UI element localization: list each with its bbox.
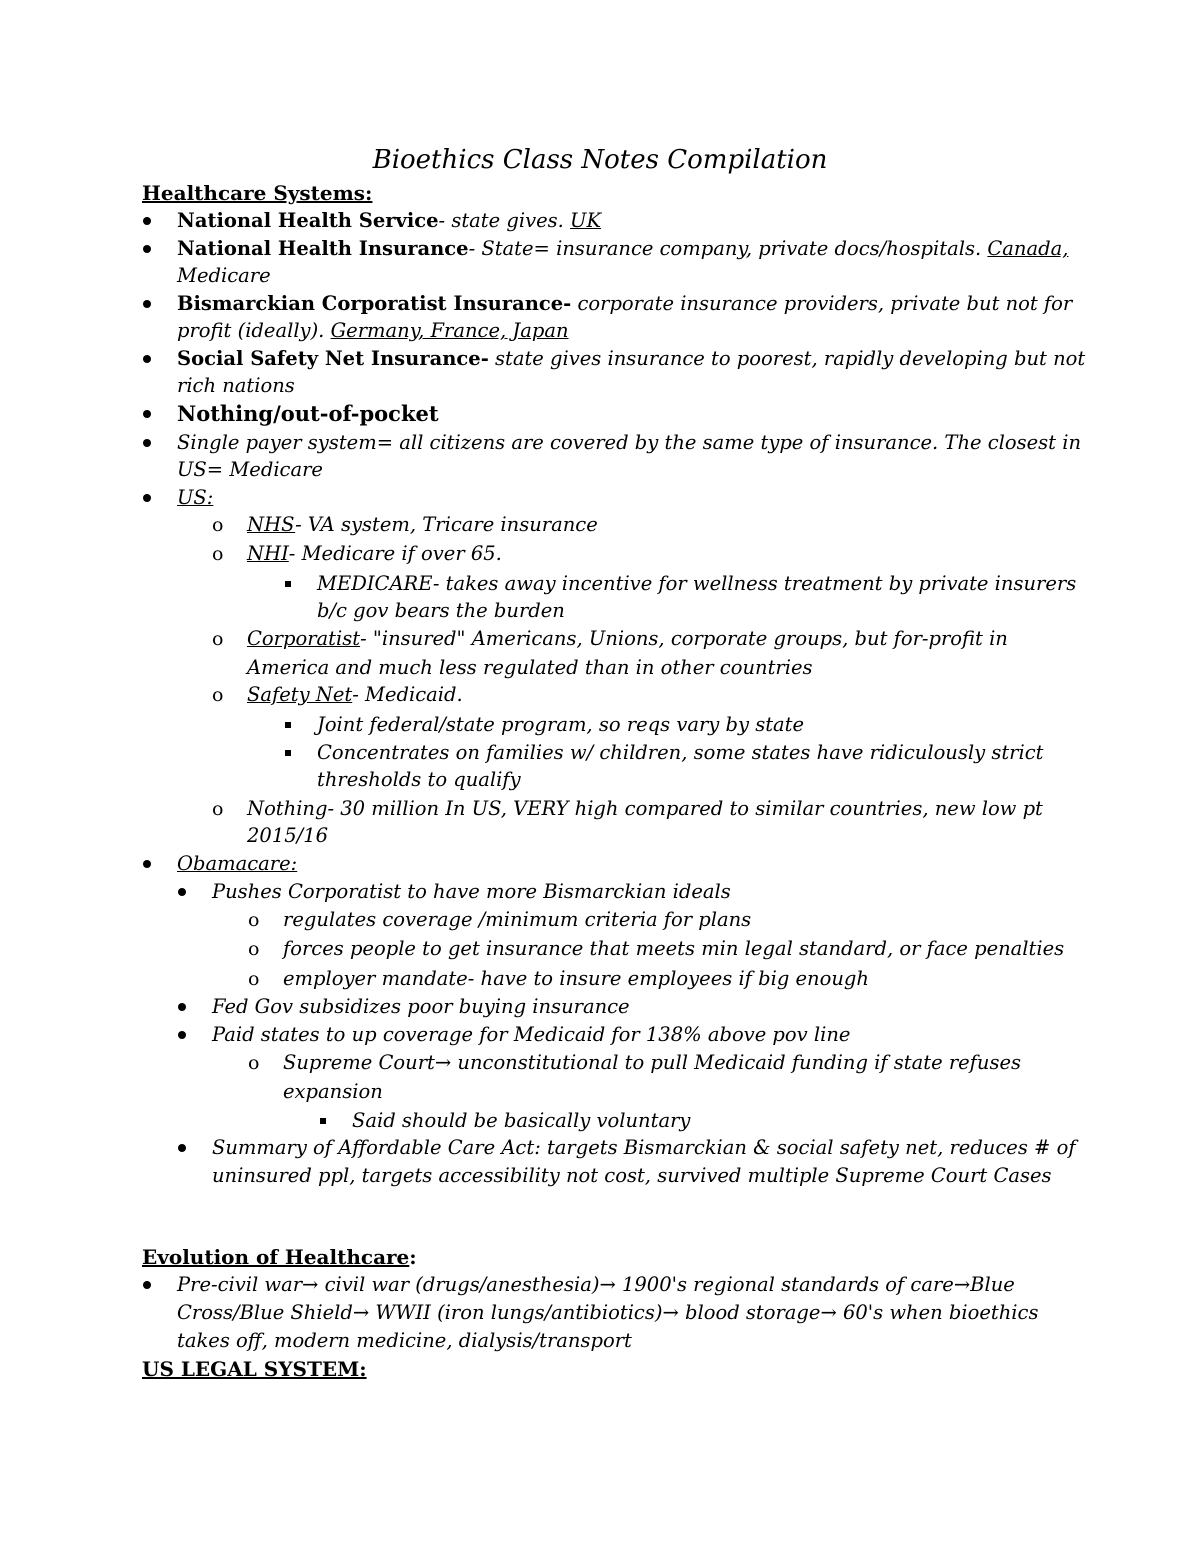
us-nhi-item: NHI- Medicare if over 65. — [247, 542, 502, 565]
bullet-continuation: 2015/16 — [247, 824, 329, 847]
bullet-us: US: — [177, 486, 214, 509]
sub-bullet-marker: o — [212, 514, 224, 536]
bullet-continuation: uninsured ppl, targets accessibility not cost, survived multiple Supreme Court Cases — [212, 1164, 1052, 1187]
bullet-social-safety-net: Social Safety Net Insurance- state gives insurance to poorest, rapidly developing but not — [177, 347, 1086, 370]
medicaid-joint-item: Joint federal/state program, so reqs vary by state — [317, 713, 805, 736]
healthcare-systems-heading: Healthcare Systems: — [142, 181, 373, 205]
bullet-single-payer: Single payer system= all citizens are covered by the same type of insurance. The closest in — [177, 431, 1082, 454]
document-title: Bioethics Class Notes Compilation — [372, 145, 828, 175]
sub-bullet-marker: o — [248, 938, 260, 960]
bullet-continuation: thresholds to qualify — [317, 768, 521, 791]
bullet-nothing: Nothing/out-of-pocket — [177, 401, 439, 426]
supreme-court-item: Supreme Court→ unconstitutional to pull Medicaid funding if state refuses — [283, 1051, 1022, 1074]
bullet-continuation: takes off, modern medicine, dialysis/transport — [177, 1329, 632, 1352]
obamacare-summary-item: Summary of Affordable Care Act: targets Bismarckian & social safety net, reduces # of — [212, 1136, 1076, 1159]
bullet-national-health-insurance: National Health Insurance- State= insurance company, private docs/hospitals. Canada, — [177, 237, 1069, 260]
sub-bullet-marker: o — [212, 798, 224, 820]
obamacare-employer-item: employer mandate- have to insure employees if big enough — [283, 967, 869, 990]
bullet-obamacare: Obamacare: — [177, 852, 298, 875]
us-safety-net-item: Safety Net- Medicaid. — [247, 683, 463, 706]
bullet-continuation: Cross/Blue Shield→ WWII (iron lungs/antibiotics)→ blood storage→ 60's when bioethics — [177, 1301, 1039, 1324]
bullet-national-health-service: National Health Service- state gives. UK — [177, 209, 602, 232]
obamacare-fedgov-item: Fed Gov subsidizes poor buying insurance — [212, 995, 630, 1018]
bullet-continuation: b/c gov bears the burden — [317, 599, 565, 622]
obamacare-forces-item: forces people to get insurance that meets min legal standard, or face penalties — [283, 937, 1065, 960]
us-nhs-item: NHS- VA system, Tricare insurance — [247, 513, 598, 536]
us-nothing-item: Nothing- 30 million In US, VERY high compared to similar countries, new low pt — [247, 797, 1043, 820]
sub-bullet-marker: o — [248, 909, 260, 931]
obamacare-regulates-item: regulates coverage /minimum criteria for plans — [283, 908, 752, 931]
bullet-continuation: America and much less regulated than in other countries — [247, 656, 813, 679]
bullet-continuation: Medicare — [177, 264, 271, 287]
bullet-continuation: profit (ideally). Germany, France, Japan — [177, 319, 569, 342]
sub-bullet-marker: o — [212, 628, 224, 650]
us-corporatist-item: Corporatist- "insured" Americans, Unions, corporate groups, but for-profit in — [247, 627, 1008, 650]
obamacare-pushes-item: Pushes Corporatist to have more Bismarckian ideals — [212, 880, 731, 903]
bullet-continuation: expansion — [283, 1080, 383, 1103]
us-legal-system-heading: US LEGAL SYSTEM: — [142, 1357, 367, 1381]
sub-bullet-marker: o — [212, 684, 224, 706]
voluntary-item: Said should be basically voluntary — [352, 1109, 691, 1132]
evolution-timeline-item: Pre-civil war→ civil war (drugs/anesthesia)→ 1900's regional standards of care→Blue — [177, 1273, 1015, 1296]
medicaid-families-item: Concentrates on families w/ children, some states have ridiculously strict — [317, 741, 1044, 764]
sub-bullet-marker: o — [248, 968, 260, 990]
bullet-continuation: rich nations — [177, 374, 295, 397]
obamacare-paid-states-item: Paid states to up coverage for Medicaid for 138% above pov line — [212, 1023, 851, 1046]
bullet-continuation: US= Medicare — [177, 458, 323, 481]
sub-bullet-marker: o — [212, 543, 224, 565]
evolution-heading: Evolution of Healthcare: — [142, 1245, 417, 1269]
bullet-bismarckian: Bismarckian Corporatist Insurance- corporate insurance providers, private but not for — [177, 292, 1073, 315]
medicare-item: MEDICARE- takes away incentive for wellness treatment by private insurers — [317, 572, 1077, 595]
sub-bullet-marker: o — [248, 1052, 260, 1074]
